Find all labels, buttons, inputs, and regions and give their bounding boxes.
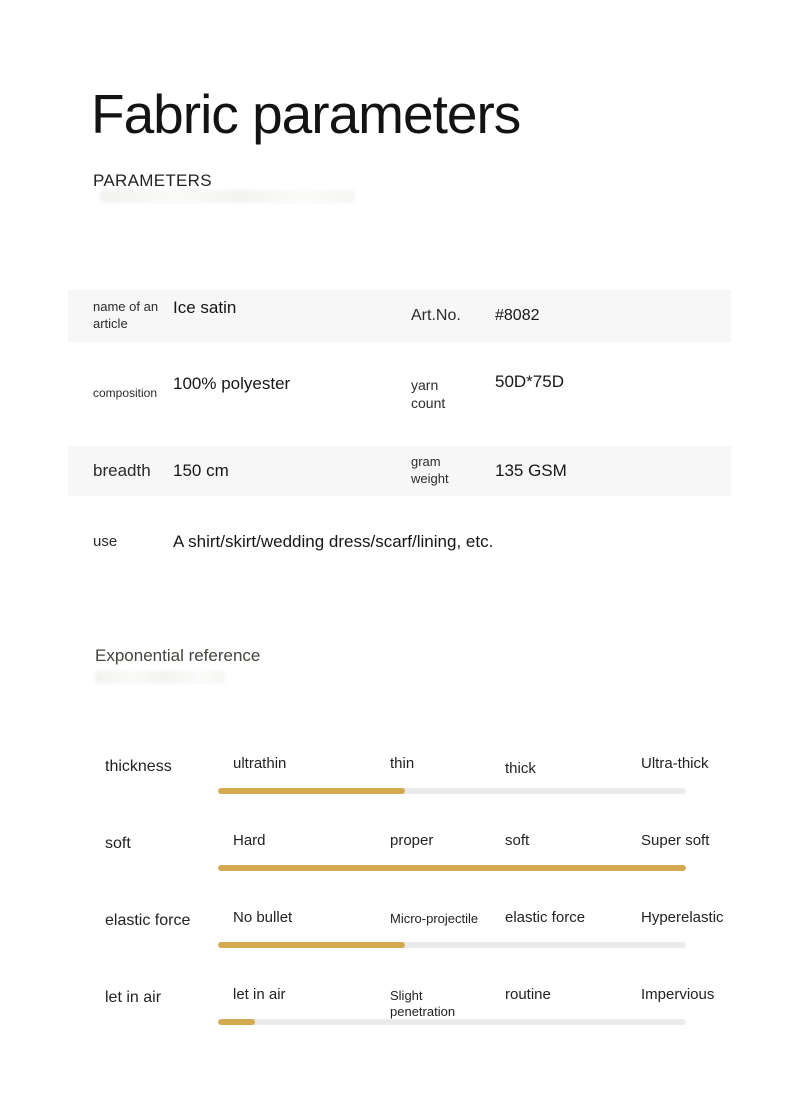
spec-value: Ice satin [173, 298, 237, 317]
spec-label: gram weight [411, 454, 449, 486]
spec-value: 50D*75D [495, 372, 564, 391]
scale-name: thickness [105, 758, 172, 775]
spec-label: composition [93, 386, 158, 401]
whiteout-artifact [100, 190, 355, 203]
gauge-fill [218, 942, 405, 948]
gauge-fill [218, 865, 686, 871]
gauge-fill [218, 1019, 255, 1025]
scale-level: Micro-projectile [390, 911, 479, 926]
scale-level: Super soft [641, 832, 710, 849]
reference-scales [105, 755, 753, 1063]
spec-row-name [68, 290, 731, 342]
spec-value: A shirt/skirt/wedding dress/scarf/lining, etc. [173, 532, 494, 551]
gauge-track [218, 788, 686, 794]
scale-name: elastic force [105, 912, 191, 929]
scale-level: thick [505, 760, 536, 777]
whiteout-artifact [95, 671, 225, 684]
scale-row-soft [105, 832, 753, 909]
spec-label: breadth [93, 460, 151, 480]
page-subtitle: PARAMETERS [93, 171, 212, 190]
scale-level: Impervious [641, 986, 715, 1003]
spec-label: yarn count [411, 376, 446, 411]
scale-row-elastic-force [105, 909, 753, 986]
scale-row-let-in-air [105, 986, 753, 1063]
spec-value: 150 cm [173, 461, 229, 480]
spec-row-use [68, 532, 731, 552]
gauge-track [218, 865, 686, 871]
scale-level: No bullet [233, 909, 293, 926]
scale-level: thin [390, 755, 415, 772]
scale-level: routine [505, 986, 551, 1003]
scale-level: Ultra-thick [641, 755, 709, 772]
spec-value: #8082 [495, 307, 540, 324]
scale-name: let in air [105, 989, 162, 1006]
reference-heading: Exponential reference [95, 646, 261, 665]
page-title: Fabric parameters [91, 83, 521, 145]
spec-row-composition [68, 342, 731, 446]
spec-value: 100% polyester [173, 374, 291, 393]
scale-level: soft [505, 832, 530, 849]
gauge-track [218, 1019, 686, 1025]
scale-name: soft [105, 835, 131, 852]
scale-level: Hyperelastic [641, 909, 724, 926]
gauge-track [218, 942, 686, 948]
spec-label: use [93, 533, 118, 550]
spec-table [68, 290, 731, 552]
scale-row-thickness [105, 755, 753, 832]
gauge-fill [218, 788, 405, 794]
scale-level: elastic force [505, 909, 586, 926]
scale-level: Hard [233, 832, 266, 849]
scale-level: ultrathin [233, 755, 287, 772]
spec-label: name of an article [93, 299, 159, 331]
spec-value: 135 GSM [495, 461, 567, 480]
scale-level: let in air [233, 986, 286, 1003]
scale-level: proper [390, 832, 434, 849]
spec-row-breadth [68, 446, 731, 496]
spec-label: Art.No. [411, 306, 461, 324]
scale-level: Slight penetration [390, 988, 456, 1019]
